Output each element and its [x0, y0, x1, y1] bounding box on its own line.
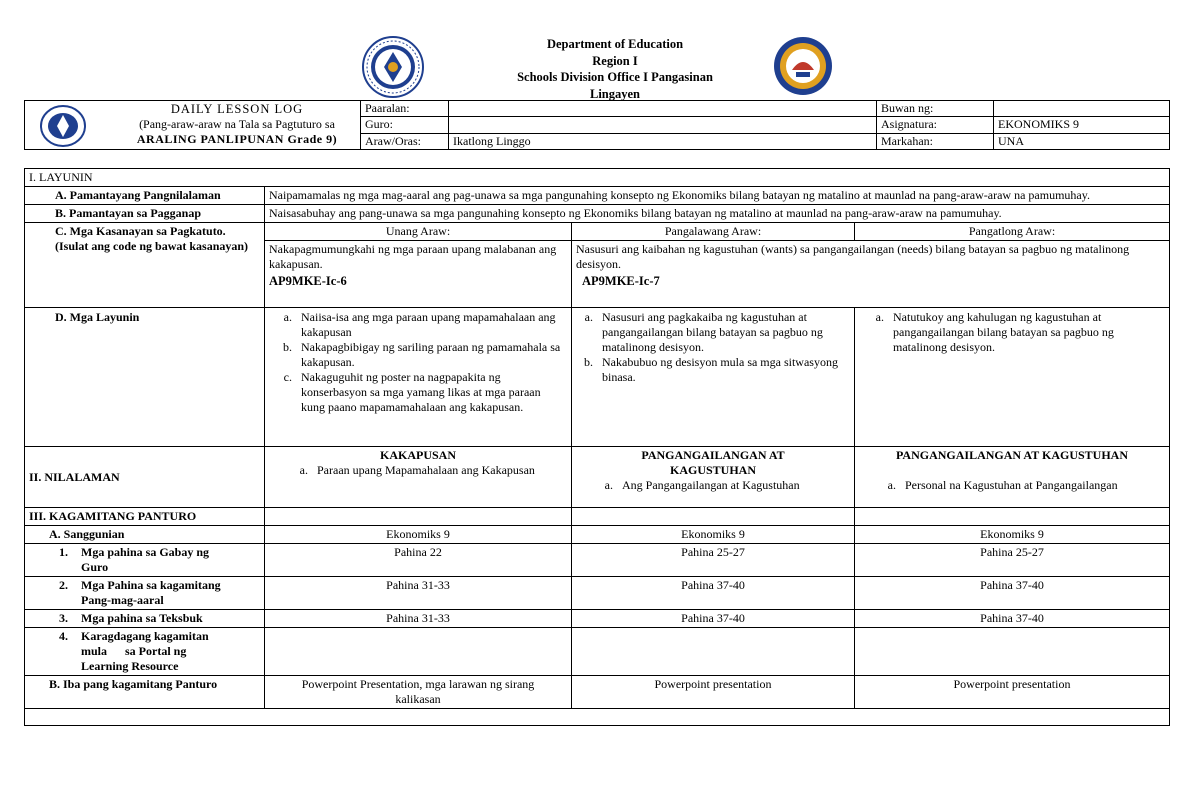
deped-seal-small-logo — [39, 105, 87, 147]
layunin-day1-list — [269, 310, 567, 415]
layunin-day2-list — [576, 310, 850, 385]
deped-seal-logo — [362, 36, 424, 98]
gabay-day1: Pahina 22 — [265, 544, 572, 577]
gabay-day2: Pahina 25-27 — [572, 544, 855, 577]
list-item: a. Natutukoy ang kahulugan ng kagustuhan at pangangailangan bilang batayan sa pagbuo ng matalinong desisyon. — [887, 310, 1165, 355]
pangnilalaman-label: A. Pamantayang Pangnilalaman — [25, 187, 265, 205]
gabay-label: Mga pahina sa Gabay ng Guro — [81, 545, 210, 574]
asignatura-value: EKONOMIKS 9 — [994, 117, 1170, 133]
header-block — [470, 36, 760, 102]
markahan-label: Markahan: — [877, 133, 994, 149]
layunin-day3-list — [859, 310, 1165, 355]
paaralan-label: Paaralan: — [361, 101, 449, 117]
list-item: b. Nakapagbibigay ng sariling paraan ng pamamahala sa kakapusan. — [295, 340, 567, 370]
teksbuk-day1: Pahina 31-33 — [265, 610, 572, 628]
nilalaman-day1-title: KAKAPUSAN — [379, 448, 456, 462]
araw-value: Ikatlong Linggo — [449, 133, 877, 149]
log-title: DAILY LESSON LOG — [170, 102, 304, 116]
pagganap-label: B. Pamantayan sa Pagganap — [25, 205, 265, 223]
sanggunian-label: A. Sanggunian — [25, 526, 265, 544]
sanggunian-day3: Ekonomiks 9 — [855, 526, 1170, 544]
markahan-value: UNA — [994, 133, 1170, 149]
mga-layunin-label: D. Mga Layunin — [25, 308, 265, 447]
day2-header: Pangalawang Araw: — [572, 223, 855, 241]
iba-day3: Powerpoint presentation — [855, 676, 1170, 709]
nilalaman-day3-list — [859, 478, 1165, 493]
paaralan-value — [449, 101, 877, 117]
division-name: Schools Division Office I Pangasinan — [517, 70, 713, 84]
log-info-table — [24, 100, 1170, 150]
sanggunian-day2: Ekonomiks 9 — [572, 526, 855, 544]
iba-day2: Powerpoint presentation — [572, 676, 855, 709]
list-item: a. Personal na Kagustuhan at Pangangailangan — [899, 478, 1165, 493]
iba-label: B. Iba pang kagamitang Panturo — [25, 676, 265, 709]
kagamitang-day3: Pahina 37-40 — [855, 577, 1170, 610]
nilalaman-day3-title: PANGANGAILANGAN AT KAGUSTUHAN — [895, 448, 1129, 462]
list-item: a. Paraan upang Mapamahalaan ang Kakapusan — [311, 463, 567, 478]
guro-value — [449, 117, 877, 133]
list-item: a. Nasusuri ang pagkakaiba ng kagustuhan at pangangailangan bilang batayan sa pagbuo ng matalinong desisyon. — [596, 310, 850, 355]
nilalaman-label: II. NILALAMAN — [25, 447, 265, 508]
code-day23: AP9MKE-Ic-7 — [582, 274, 660, 288]
division-seal-logo — [772, 36, 834, 96]
teksbuk-day2: Pahina 37-40 — [572, 610, 855, 628]
nilalaman-day1-list — [269, 463, 567, 478]
kasanayan-day1: Nakapagmumungkahi ng mga paraan upang malabanan ang kakapusan. — [269, 242, 557, 271]
blank-row — [25, 709, 1170, 726]
city-name: Lingayen — [589, 86, 640, 101]
list-item: b. Nakabubuo ng desisyon mula sa mga sitwasyong binasa. — [596, 355, 850, 385]
nilalaman-day2-title: PANGANGAILANGAN AT KAGUSTUHAN — [641, 448, 785, 477]
list-item: a. Naiisa-isa ang mga paraan upang mapamahalaan ang kakapusan — [295, 310, 567, 340]
iba-day1: Powerpoint Presentation, mga larawan ng sirang kalikasan — [265, 676, 572, 709]
kagamitang-day1: Pahina 31-33 — [265, 577, 572, 610]
day3-header: Pangatlong Araw: — [855, 223, 1170, 241]
buwan-value — [994, 101, 1170, 117]
kagamitan-label: III. KAGAMITANG PANTURO — [25, 508, 265, 526]
nilalaman-day2-list — [576, 478, 850, 493]
department-name: Department of Education — [546, 37, 684, 51]
region-name: Region I — [592, 53, 638, 68]
gabay-day3: Pahina 25-27 — [855, 544, 1170, 577]
asignatura-label: Asignatura: — [877, 117, 994, 133]
list-item: a. Ang Pangangailangan at Kagustuhan — [616, 478, 850, 493]
lesson-table: I. LAYUNIN A. Pamantayang Pangnilalaman Naipamamalas ng mga mag-aaral ang pag-unawa sa mga pangunahing konsepto ng Ekonomiks bilang batayan ng matalino at maunlad na pang-araw-araw na pamumuhay. B. Pamantayan sa Pagganap Naisasabuhay ang pang-unawa sa mga pangunahing konsepto ng Ekonomiks bilang batayan ng matalino at maunlad na pang-araw-araw na pamumuhay. C. Mga Kasanayan sa Pagkatuto. (Isulat ang code ng bawat kasanayan) Unang Araw: Pangalawang Araw: Pangatlong Araw: Nakapagmumungkahi ng mga paraan upang malabanan ang kakapusan. AP9MKE-Ic-6 Nasusuri ang kaibahan ng kagustuhan (wants) sa pangangailangan (needs) bilang batayan sa pagbuo ng matalinong desisyon. AP9MKE-Ic-7 D. Mga Layunin a. Naiisa-isa ang mga paraan upang mapamahalaan ang kakapusan b. Nakapagbibigay ng sariling paraan ng pamamahala sa kakapusan. c. Nakaguguhit ng poster na nagpapakita ng konserbasyon sa mga yamang likas at mga paraan kung paano mapamamahalaan ang kakapusan. a. Nasusuri ang pagkakaiba ng kagustuhan at pangangailangan bilang batayan sa pagbuo ng matalinong desisyon. b. Nakabubuo ng desisyon mula sa mga sitwasyong binasa. a. Natutukoy ang kahulugan ng kagustuhan at pangangailangan bilang batayan sa pagbuo ng matalinong desisyon. II. NILALAMAN KAKAPUSAN a. Paraan upang Mapamahalaan ang Kakapusan PANGANGAILANGAN AT KAGUSTUHAN a. Ang Pangangailangan at Kagustuhan PANGANGAILANGAN AT KAGUSTUHAN a. Personal na Kagustuhan at Pangangailangan III. KAGAMITANG PANTURO A. Sanggunian Ekonomiks 9 Ekonomiks 9 Ekonomiks 9 1. Mga pahina sa Gabay ng Guro Pahina 22 Pahina 25-27 Pahina 25-27 2. Mga Pahina sa kagamitang Pang-mag-aaral Pahina 31-33 Pahina 37-40 Pahina 37-40 3. Mga pahina sa Teksbuk Pahina 31-33 Pahina 37-40 Pahina 37-40 4. Karagdagang kagamitan mula sa Portal ng Learning Resource B. Iba pang kagamitang Panturo Powerpoint Presentation, mga larawan ng sirang kalikasan Powerpoint presentation Powerpoint presentation — [24, 168, 1170, 726]
kasanayan-label: C. Mga Kasanayan sa Pagkatuto. (Isulat ang code ng bawat kasanayan) — [25, 223, 265, 308]
kasanayan-day23: Nasusuri ang kaibahan ng kagustuhan (wants) sa pangangailangan (needs) bilang batayan sa pagbuo ng matalinong desisyon. — [576, 242, 1130, 271]
list-item: c. Nakaguguhit ng poster na nagpapakita ng konserbasyon sa mga yamang likas at mga paraan kung paano mapamamahalaan ang kakapusan. — [295, 370, 567, 415]
day1-header: Unang Araw: — [265, 223, 572, 241]
karagdagan-label: Karagdagang kagamitan mula sa Portal ng Learning Resource — [81, 629, 212, 673]
teksbuk-day3: Pahina 37-40 — [855, 610, 1170, 628]
araw-label: Araw/Oras: — [361, 133, 449, 149]
kagamitang-label: Mga Pahina sa kagamitang Pang-mag-aaral — [81, 578, 221, 607]
kagamitang-day2: Pahina 37-40 — [572, 577, 855, 610]
buwan-label: Buwan ng: — [877, 101, 994, 117]
teksbuk-label: Mga pahina sa Teksbuk — [81, 611, 203, 625]
layunin-heading: I. LAYUNIN — [25, 169, 1170, 187]
log-subtitle: (Pang-araw-araw na Tala sa Pagtuturo sa — [139, 117, 335, 131]
pangnilalaman-text: Naipamamalas ng mga mag-aaral ang pag-unawa sa mga pangunahing konsepto ng Ekonomiks bilang batayan ng matalino at maunlad na pang-araw-araw na pamumuhay. — [265, 187, 1170, 205]
guro-label: Guro: — [361, 117, 449, 133]
pagganap-text: Naisasabuhay ang pang-unawa sa mga pangunahing konsepto ng Ekonomiks bilang batayan ng matalino at maunlad na pang-araw-araw na pamumuhay. — [265, 205, 1170, 223]
code-day1: AP9MKE-Ic-6 — [269, 274, 347, 288]
log-subject-grade: ARALING PANLIPUNAN Grade 9) — [136, 132, 338, 146]
sanggunian-day1: Ekonomiks 9 — [265, 526, 572, 544]
